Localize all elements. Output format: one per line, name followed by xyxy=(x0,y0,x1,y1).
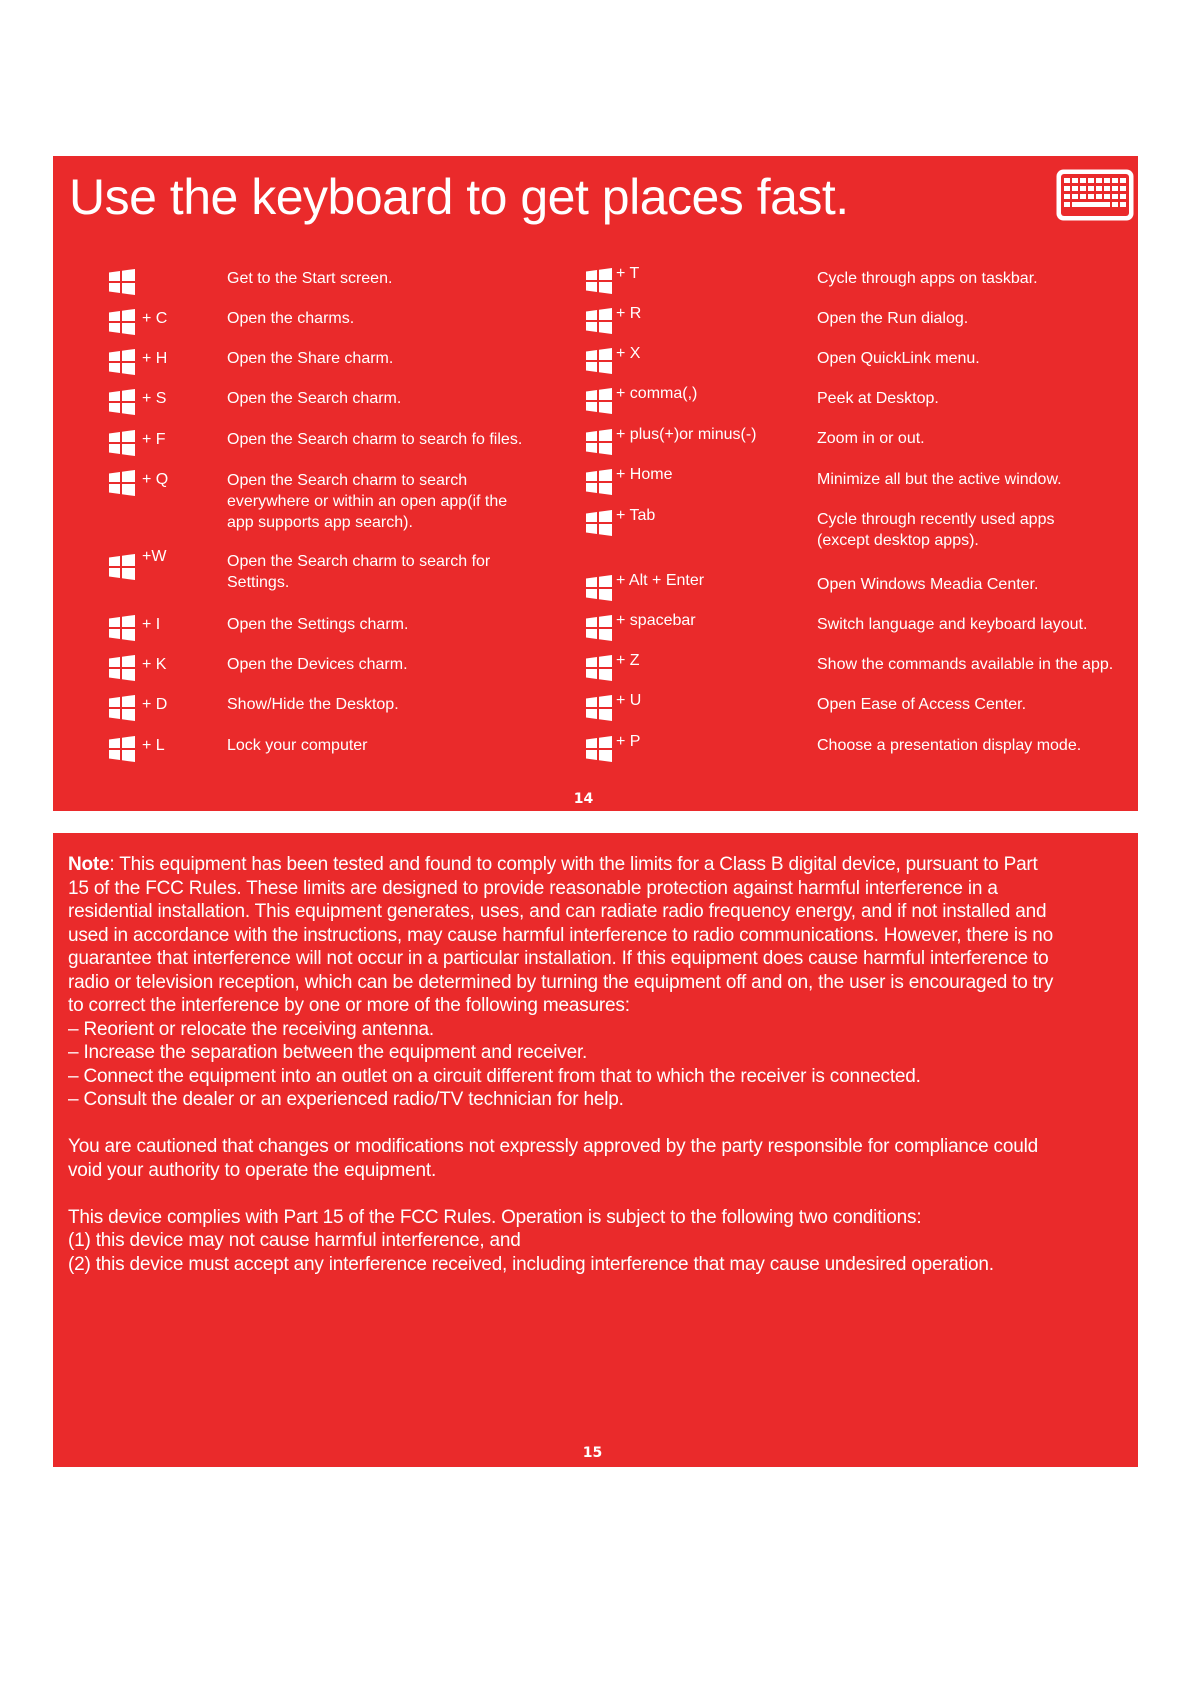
shortcut-key-label: + L xyxy=(142,737,165,754)
shortcut-description: Cycle through recently used apps (except desktop apps). xyxy=(817,511,1055,549)
fcc-notice-text xyxy=(68,853,1130,1300)
shortcut-description: Open Windows Meadia Center. xyxy=(817,576,1039,593)
windows-logo-icon xyxy=(109,389,135,415)
shortcut-description: Open Ease of Access Center. xyxy=(817,696,1027,713)
caution-paragraph xyxy=(68,1135,1130,1182)
page-number: 15 xyxy=(582,1445,603,1461)
compliance-line: (2) this device must accept any interference received, including interference that may cause undesired operation. xyxy=(68,1253,994,1275)
measure-item: – Connect the equipment into an outlet on a circuit different from that to which the receiver is connected. xyxy=(68,1065,921,1087)
shortcut-key-label: + spacebar xyxy=(616,612,696,629)
note-paragraph xyxy=(68,853,1130,1112)
windows-logo-icon xyxy=(109,470,135,496)
compliance-line: This device complies with Part 15 of the FCC Rules. Operation is subject to the following two conditions: xyxy=(68,1206,922,1228)
shortcut-key-label: + C xyxy=(142,310,168,327)
shortcut-key-label: + P xyxy=(616,733,641,750)
windows-logo-icon xyxy=(109,349,135,375)
windows-logo-icon xyxy=(109,430,135,456)
shortcut-description: Show the commands available in the app. xyxy=(817,656,1114,673)
shortcut-key-label: + H xyxy=(142,350,168,367)
windows-logo-icon xyxy=(586,615,612,641)
shortcut-key-label: + T xyxy=(616,265,640,282)
windows-logo-icon xyxy=(586,348,612,374)
measure-item: – Reorient or relocate the receiving antenna. xyxy=(68,1018,434,1040)
shortcut-key-label: + D xyxy=(142,696,168,713)
windows-logo-icon xyxy=(586,469,612,495)
shortcut-description: Cycle through apps on taskbar. xyxy=(817,270,1038,287)
shortcut-key-label: + comma(,) xyxy=(616,385,698,402)
windows-logo-icon xyxy=(586,736,612,762)
shortcut-description: Open the Search charm to search fo files. xyxy=(227,431,523,448)
note-line: radio or television reception, which can be determined by turning the equipment off and on, the user is encouraged to try xyxy=(68,971,1054,993)
shortcut-description: Open the Search charm to search everywhere or within an open app(if the app supports app search). xyxy=(227,472,508,531)
note-line: to correct the interference by one or more of the following measures: xyxy=(68,995,630,1016)
windows-logo-icon xyxy=(586,655,612,681)
measure-item: – Increase the separation between the equipment and receiver. xyxy=(68,1042,588,1063)
windows-logo-icon xyxy=(109,695,135,721)
shortcut-key-label: +W xyxy=(142,548,167,565)
shortcut-description: Open the Devices charm. xyxy=(227,656,408,673)
shortcut-description: Switch language and keyboard layout. xyxy=(817,616,1088,633)
windows-logo-icon xyxy=(109,554,135,580)
shortcut-description: Show/Hide the Desktop. xyxy=(227,696,399,713)
keyboard-icon xyxy=(1055,168,1135,222)
shortcut-key-label: + Z xyxy=(616,652,640,669)
shortcut-description: Minimize all but the active window. xyxy=(817,471,1062,488)
note-line xyxy=(68,853,1130,877)
shortcut-description: Get to the Start screen. xyxy=(227,270,393,287)
compliance-line: (1) this device may not cause harmful interference, and xyxy=(68,1230,521,1251)
note-line: used in accordance with the instructions, may cause harmful interference to radio communications. However, there is no xyxy=(68,924,1053,946)
shortcut-description: Peek at Desktop. xyxy=(817,390,939,407)
note-line: 15 of the FCC Rules. These limits are designed to provide reasonable protection against harmful interference in a xyxy=(68,877,998,899)
shortcut-description: Open the Share charm. xyxy=(227,350,394,367)
shortcut-key-label: + Tab xyxy=(616,507,656,524)
shortcut-key-label: + I xyxy=(142,616,161,633)
shortcut-key-label: + S xyxy=(142,390,167,407)
shortcut-description: Open the Settings charm. xyxy=(227,616,409,633)
measure-item: – Consult the dealer or an experienced radio/TV technician for help. xyxy=(68,1089,624,1110)
fcc-notice-panel xyxy=(53,833,1138,1467)
shortcut-description: Open QuickLink menu. xyxy=(817,350,980,367)
windows-logo-icon xyxy=(109,655,135,681)
windows-logo-icon xyxy=(586,575,612,601)
compliance-paragraph xyxy=(68,1206,1130,1277)
windows-logo-icon xyxy=(586,308,612,334)
windows-logo-icon xyxy=(586,388,612,414)
shortcut-description: Choose a presentation display mode. xyxy=(817,737,1082,754)
shortcut-key-label: + X xyxy=(616,345,641,362)
shortcut-key-label: + Alt + Enter xyxy=(616,572,705,589)
note-line: residential installation. This equipment generates, uses, and can radiate radio frequency energy, and if not installed and xyxy=(68,901,1047,922)
shortcut-key-label: + K xyxy=(142,656,167,673)
caution-line: You are cautioned that changes or modifications not expressly approved by the party responsible for compliance could xyxy=(68,1136,1038,1157)
page-title: Use the keyboard to get places fast. xyxy=(69,169,849,225)
windows-logo-icon xyxy=(109,736,135,762)
caution-line: void your authority to operate the equipment. xyxy=(68,1159,437,1181)
windows-logo-icon xyxy=(109,269,135,295)
windows-logo-icon xyxy=(586,268,612,294)
shortcut-description: Open the charms. xyxy=(227,310,355,327)
note-line: guarantee that interference will not occur in a particular installation. If this equipment does cause harmful interference to xyxy=(68,948,1049,969)
note-label: Note xyxy=(68,854,110,875)
windows-logo-icon xyxy=(109,309,135,335)
shortcut-key-label: + F xyxy=(142,431,166,448)
shortcut-description: Open the Search charm to search for Settings. xyxy=(227,553,491,591)
shortcut-key-label: + R xyxy=(616,305,642,322)
shortcut-key-label: + Home xyxy=(616,466,673,483)
shortcut-description: Zoom in or out. xyxy=(817,430,925,447)
shortcut-description: Open the Search charm. xyxy=(227,390,402,407)
windows-logo-icon xyxy=(586,510,612,536)
windows-logo-icon xyxy=(586,695,612,721)
shortcut-key-label: + plus(+)or minus(-) xyxy=(616,426,757,443)
page-number: 14 xyxy=(573,791,594,807)
shortcut-description: Open the Run dialog. xyxy=(817,310,969,327)
shortcuts-panel xyxy=(53,156,1138,811)
note-line-text: : This equipment has been tested and found to comply with the limits for a Class B digital device, pursuant to Part xyxy=(109,854,1038,875)
shortcut-description: Lock your computer xyxy=(227,737,368,754)
shortcut-key-label: + U xyxy=(616,692,642,709)
windows-logo-icon xyxy=(586,429,612,455)
windows-logo-icon xyxy=(109,615,135,641)
shortcut-key-label: + Q xyxy=(142,471,169,488)
